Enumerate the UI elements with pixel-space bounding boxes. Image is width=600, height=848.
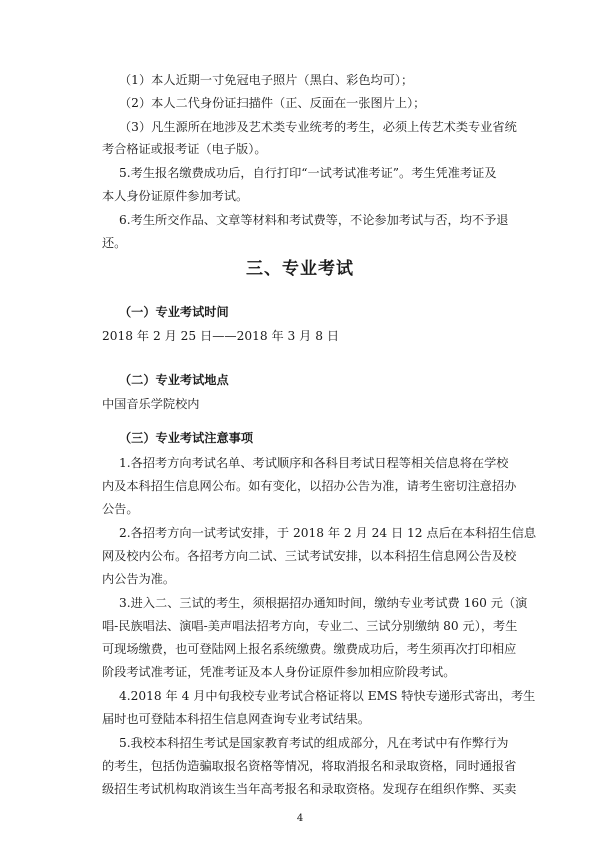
note-3-line2: 唱-民族唱法、演唱-美声唱法招考方向，专业二、三试分别缴纳 80 元），考生 xyxy=(102,619,518,633)
note-1-line3: 公告。 xyxy=(102,502,139,516)
item-6-line1: 6.考生所交作品、文章等材料和考试费等，不论参加考试与否，均不予退 xyxy=(119,213,509,227)
item-art-cert-line1: （3）凡生源所在地涉及艺术类专业统考的考生，必须上传艺术类专业省统 xyxy=(119,120,517,134)
section-title: 三、专业考试 xyxy=(246,259,354,279)
note-1-line2: 内及本科招生信息网公布。如有变化，以招办公告为准，请考生密切注意招办 xyxy=(102,479,517,493)
note-2-line3: 内公告为准。 xyxy=(102,572,176,586)
note-5-line3: 级招生考试机构取消该生当年高考报名和录取资格。发现存在组织作弊、买卖 xyxy=(102,782,517,796)
page-number: 4 xyxy=(296,813,304,824)
note-5-line2: 的考生，包括伪造骗取报名资格等情况，将取消报名和录取资格，同时通报省 xyxy=(102,759,517,773)
note-4-line1: 4.2018 年 4 月中旬我校专业考试合格证将以 EMS 特快专递形式寄出，考生 xyxy=(119,689,536,703)
item-art-cert-line2: 考合格证或报考证（电子版）。 xyxy=(102,142,267,156)
note-2-line1: 2.各招考方向一试考试安排，于 2018 年 2 月 24 日 12 点后在本科招生信息 xyxy=(119,526,537,540)
exam-time-text: 2018 年 2 月 25 日——2018 年 3 月 8 日 xyxy=(102,329,340,343)
exam-location-text: 中国音乐学院校内 xyxy=(102,397,200,411)
subsection-notes-title: （三）专业考试注意事项 xyxy=(119,431,254,445)
item-id-scan: （2）本人二代身份证扫描件（正、反面在一张图片上）； xyxy=(119,96,426,110)
note-5-line1: 5.我校本科招生考试是国家教育考试的组成部分，凡在考试中有作弊行为 xyxy=(119,736,509,750)
note-3-line1: 3.进入二、三试的考生，须根据招办通知时间，缴纳专业考试费 160 元（演 xyxy=(119,596,528,610)
subsection-time-title: （一）专业考试时间 xyxy=(119,305,229,319)
item-5-line2: 本人身份证原件参加考试。 xyxy=(102,189,249,203)
note-2-line2: 网及校内公布。各招考方向二试、三试考试安排，以本科招生信息网公告及校 xyxy=(102,549,517,563)
item-photo: （1）本人近期一寸免冠电子照片（黑白、彩色均可）； xyxy=(119,73,414,87)
subsection-location-title: （二）专业考试地点 xyxy=(119,373,229,387)
item-6-line2: 还。 xyxy=(102,236,127,250)
note-1-line1: 1.各招考方向考试名单、考试顺序和各科目考试日程等相关信息将在学校 xyxy=(119,456,509,470)
note-4-line2: 届时也可登陆本科招生信息网查询专业考试结果。 xyxy=(102,712,371,726)
item-5-line1: 5.考生报名缴费成功后，自行打印“一试考试准考证”。考生凭准考证及 xyxy=(119,166,497,180)
note-3-line3: 可现场缴费，也可登陆网上报名系统缴费。缴费成功后，考生须再次打印相应 xyxy=(102,642,517,656)
note-3-line4: 阶段考试准考证，凭准考证及本人身份证原件参加相应阶段考试。 xyxy=(102,665,456,679)
